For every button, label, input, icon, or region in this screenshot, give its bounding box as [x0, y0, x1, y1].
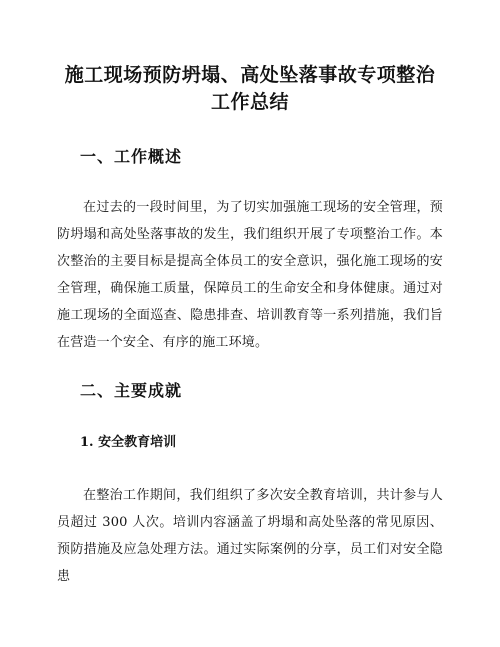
section-heading-achievements: 二、主要成就: [80, 381, 183, 400]
safety-training-paragraph: 在整治工作期间，我们组织了多次安全教育培训，共计参与人员超过 300 人次。培训内容涵盖了坍塌和高处坠落的常见原因、预防措施及应急处理方法。通过实际案例的分享，员工们对安全隐患: [57, 488, 443, 584]
overview-paragraph: 在过去的一段时间里，为了切实加强施工现场的安全管理，预防坍塌和高处坠落事故的发生，我们组织开展了专项整治工作。本次整治的主要目标是提高全体员工的安全意识，强化施工现场的安全管理，确保施工质量，保障员工的生命安全和身体健康。通过对施工现场的全面巡查、隐患排查、培训教育等一系列措施，我们旨在营造一个安全、有序的施工环境。: [57, 200, 443, 350]
section-heading-overview: 一、工作概述: [80, 147, 183, 166]
subsection-heading-safety-training: 1. 安全教育培训: [80, 435, 177, 450]
document-title: 施工现场预防坍塌、高处坠落事故专项整治工作总结: [64, 64, 436, 113]
